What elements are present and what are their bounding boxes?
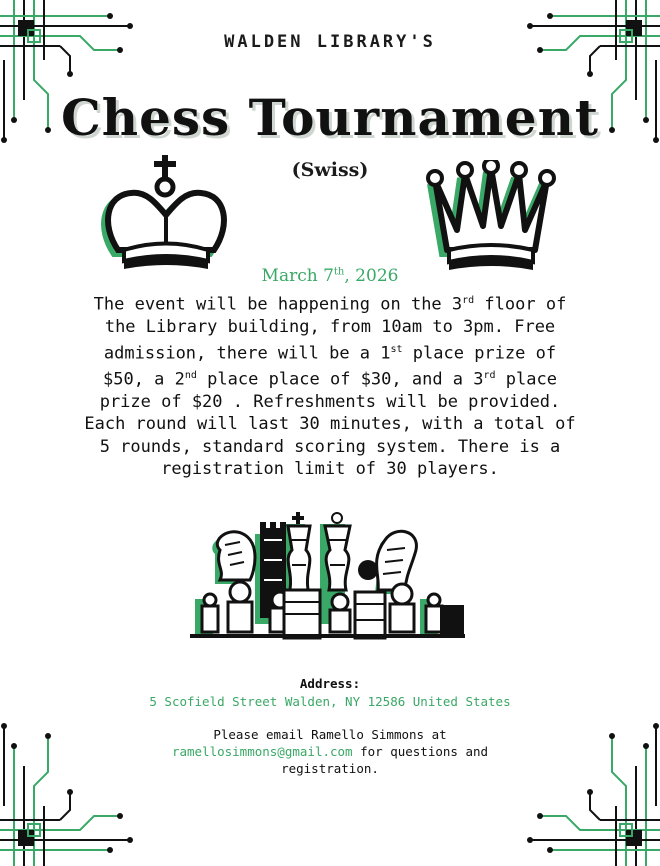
contact-line: Please email Ramello Simmons at <box>213 727 447 742</box>
description-line: Each round will last 30 minutes, with a total of <box>84 414 576 435</box>
description-line: $50, a 2nd place place of $30, and a 3rd place <box>103 369 557 390</box>
description-line: registration limit of 30 players. <box>161 459 499 480</box>
description-line: 5 rounds, standard scoring system. There is a <box>99 436 561 457</box>
contact-email-link[interactable]: ramellosimmons@gmail.com <box>171 744 353 759</box>
contact-line-suffix: for questions and <box>352 744 489 759</box>
description-line: admission, there will be a 1st place prize of <box>103 343 557 364</box>
address-label: Address: <box>299 676 361 691</box>
king-crown-icon <box>96 155 236 275</box>
contact-info <box>0 726 660 777</box>
contact-line: registration. <box>281 761 379 776</box>
page-title: Chess Tournament <box>60 88 600 147</box>
description-line: The event will be happening on the 3rd floor of <box>93 294 567 315</box>
chess-pieces-illustration <box>180 510 470 650</box>
queen-crown-icon <box>415 160 565 278</box>
event-date: March 7th, 2026 <box>261 266 399 286</box>
event-description <box>50 290 610 481</box>
description-line: prize of $20 . Refreshments will be provided. <box>99 391 561 412</box>
description-line: the Library building, from 10am to 3pm. Free <box>104 317 556 338</box>
contact-line <box>0 743 660 760</box>
tournament-format: (Swiss) <box>291 159 369 181</box>
address-value: 5 Scofield Street Walden, NY 12586 United States <box>149 694 511 709</box>
organizer-heading: WALDEN LIBRARY'S <box>224 32 436 52</box>
